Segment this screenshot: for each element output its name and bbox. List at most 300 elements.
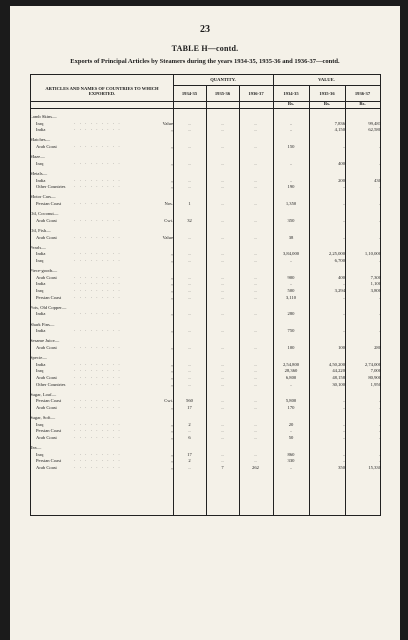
value-cell: .. [342, 217, 345, 223]
country-label: Iraq [36, 288, 44, 293]
quantity-cell: .. [254, 328, 257, 334]
value-cell: 30,100 [332, 381, 345, 387]
article-label: Specie— [30, 355, 47, 361]
value-cell: 750 [287, 328, 295, 334]
leader-dots: ········· [74, 274, 124, 280]
quantity-cell: .. [254, 361, 257, 367]
quantity-cell: .. [221, 368, 224, 374]
country-label: Arab Coast [36, 234, 57, 240]
table-row [30, 295, 381, 301]
unit-label: Value [162, 234, 173, 240]
quantity-cell: .. [221, 294, 224, 300]
table-group-row [30, 355, 381, 361]
article-label: Motor Cars— [30, 194, 56, 200]
table-row [30, 218, 381, 224]
leader-dots: ········· [74, 451, 124, 457]
quantity-cell: .. [188, 381, 191, 387]
quantity-cell: 17 [187, 451, 192, 457]
value-cell: 400 [338, 274, 345, 280]
value-cell: 190 [287, 184, 295, 190]
value-cell: .. [378, 144, 381, 149]
value-cell: 5,800 [285, 398, 297, 404]
quantity-cell: .. [254, 375, 257, 380]
unit-label: ,, [170, 184, 173, 190]
unit-label: Cwt. [164, 217, 173, 223]
year-header: 1934-35 [283, 91, 299, 96]
table-row [30, 281, 381, 287]
quantity-cell: 262 [252, 465, 259, 470]
quantity-cell: .. [221, 160, 224, 166]
unit-label: ,, [170, 127, 173, 133]
table-row [30, 328, 381, 334]
leader-dots: ········· [74, 294, 124, 300]
value-header: VALUE. [318, 77, 335, 82]
table-group-row [30, 338, 381, 344]
quantity-cell: .. [221, 144, 224, 149]
country-label: Iraq [36, 451, 44, 457]
quantity-cell: 6 [188, 435, 191, 440]
year-header: 1936-37 [354, 91, 371, 96]
leader-dots: ········· [74, 160, 124, 166]
quantity-cell: .. [188, 345, 191, 350]
quantity-cell: .. [188, 288, 191, 293]
unit-label: ,, [170, 428, 173, 434]
quantity-cell: .. [188, 294, 191, 300]
quantity-cell: .. [254, 201, 257, 206]
year-header: 1934-35 [181, 91, 198, 96]
value-cell: .. [289, 160, 293, 166]
value-cell: 280 [374, 345, 381, 350]
value-cell: 280 [287, 311, 295, 317]
quantity-cell: 7 [221, 465, 224, 470]
value-cell: 900 [287, 274, 295, 280]
leader-dots: ········· [74, 258, 124, 263]
quantity-cell: .. [221, 127, 224, 133]
table-row [30, 458, 381, 464]
country-label: Persian Coast [36, 201, 62, 206]
table-row [30, 288, 381, 294]
value-cell: .. [289, 465, 293, 470]
quantity-cell: .. [221, 217, 224, 223]
table-group-row [30, 228, 381, 234]
quantity-cell: .. [221, 201, 224, 206]
article-label: Oil, Coconut— [30, 211, 59, 217]
value-cell: 7,000 [370, 368, 381, 374]
table-row [30, 127, 381, 133]
unit-label: ,, [170, 375, 173, 380]
unit-label: ,, [170, 144, 173, 149]
value-cell: .. [342, 458, 345, 464]
country-label: Arab Coast [36, 144, 57, 149]
quantity-cell: .. [188, 160, 191, 166]
country-label: India [36, 127, 46, 133]
value-cell: 3,84,000 [282, 251, 300, 257]
value-cell: .. [378, 311, 381, 317]
year-header: 1935-36 [214, 91, 231, 96]
value-cell: .. [378, 160, 381, 166]
country-label: Arab Coast [36, 274, 57, 280]
quantity-cell: .. [254, 368, 257, 374]
quantity-cell: .. [188, 234, 191, 240]
value-cell: 350 [338, 465, 345, 470]
value-cell: 1,10,000 [364, 251, 381, 257]
page-number: 23 [200, 24, 210, 35]
unit-label: ,, [170, 421, 173, 427]
country-label: Arab Coast [36, 465, 57, 470]
quantity-cell: 2 [188, 458, 191, 464]
table-row [30, 375, 381, 381]
value-cell: 3,110 [285, 294, 297, 300]
country-label: Persian Coast [36, 428, 62, 434]
table-group-row [30, 392, 381, 398]
quantity-cell: .. [188, 127, 191, 133]
table-row [30, 435, 381, 441]
unit-label: ,, [170, 381, 173, 387]
value-cell: 2,54,800 [282, 361, 300, 367]
unit-label: ,, [170, 361, 173, 367]
currency-header: Rs. [287, 101, 295, 106]
table-row [30, 422, 381, 428]
quantity-cell: .. [221, 184, 224, 190]
value-cell: .. [342, 398, 345, 404]
value-cell: 28,360 [284, 368, 298, 374]
article-label: Metals— [30, 171, 48, 176]
table-row [30, 184, 381, 190]
unit-label: Value [162, 120, 173, 126]
unit-label: ,, [170, 451, 173, 457]
leader-dots: ········· [74, 375, 124, 380]
unit-label: ,, [170, 368, 173, 374]
country-label: Persian Coast [36, 398, 62, 404]
value-cell: .. [342, 405, 345, 410]
table-row [30, 405, 381, 411]
quantity-cell: .. [188, 465, 191, 470]
leader-dots: ········· [74, 217, 124, 223]
unit-label: Cwt. [164, 398, 173, 404]
value-cell: .. [289, 120, 293, 126]
value-cell: .. [378, 428, 381, 434]
leader-dots: ········· [74, 144, 124, 149]
country-label: Persian Coast [36, 458, 62, 464]
leader-dots: ········· [74, 381, 124, 387]
leader-dots: ········· [74, 421, 124, 427]
country-label: Arab Coast [36, 405, 57, 410]
quantity-cell: .. [221, 274, 224, 280]
value-cell: 80,900 [368, 375, 381, 380]
leader-dots: ········· [74, 234, 124, 240]
table-row [30, 161, 381, 167]
quantity-cell: .. [221, 398, 224, 404]
value-cell: 3,294 [334, 288, 345, 293]
table-group-row [30, 154, 381, 160]
country-label: Persian Coast [36, 294, 62, 300]
quantity-cell: .. [254, 398, 257, 404]
value-cell: 330 [287, 458, 295, 464]
leader-dots: ········· [74, 177, 124, 183]
quantity-cell: .. [221, 258, 224, 263]
leader-dots: ········· [74, 328, 124, 334]
quantity-cell: .. [221, 177, 224, 183]
article-label: Pots, Old Copper— [30, 304, 67, 310]
leader-dots: ········· [74, 465, 124, 470]
quantity-cell: .. [188, 251, 191, 257]
quantity-cell: .. [188, 368, 191, 374]
value-cell: .. [378, 405, 381, 410]
quantity-cell: .. [188, 144, 191, 149]
country-label: India [36, 361, 46, 367]
table-caption: Exports of Principal Articles by Steamers during the years 1934-35, 1935-36 and 1936-37—contd. [70, 58, 340, 65]
value-cell: 860 [287, 451, 295, 457]
unit-label: ,, [170, 328, 173, 334]
quantity-cell: .. [254, 345, 257, 350]
quantity-cell: .. [221, 251, 224, 257]
unit-label: Nos. [164, 201, 173, 206]
value-cell: 350 [287, 217, 295, 223]
article-label: Sugar, Soft— [30, 415, 56, 421]
article-label: Lamb Skins— [30, 114, 57, 119]
quantity-cell: .. [188, 177, 191, 183]
document-page [10, 6, 400, 640]
value-cell: 4,50,200 [328, 361, 345, 367]
unit-label: ,, [170, 311, 173, 317]
article-label: Maze— [30, 154, 45, 160]
value-cell: 100 [338, 345, 345, 350]
year-header: 1936-37 [248, 91, 264, 96]
quantity-cell: .. [221, 281, 224, 287]
unit-label: ,, [170, 458, 173, 464]
unit-label: ,, [170, 405, 173, 410]
quantity-cell: .. [188, 328, 191, 334]
leader-dots: ········· [74, 428, 124, 434]
quantity-cell: .. [221, 381, 224, 387]
table-group-row [30, 322, 381, 328]
value-cell: .. [378, 421, 381, 427]
quantity-cell: .. [254, 451, 257, 457]
quantity-cell: .. [254, 381, 257, 387]
quantity-cell: .. [221, 120, 224, 126]
value-cell: .. [342, 435, 345, 440]
quantity-cell: .. [188, 428, 191, 434]
unit-label: ,, [170, 345, 173, 350]
country-label: Iraq [36, 368, 44, 374]
quantity-cell: .. [221, 451, 224, 457]
country-label: India [36, 328, 46, 334]
quantity-cell: .. [221, 428, 224, 434]
leader-dots: ········· [74, 311, 124, 317]
table-group-row [30, 211, 381, 217]
value-cell: 99,483 [368, 120, 381, 126]
value-cell: 7,300 [370, 274, 381, 280]
value-cell: .. [342, 281, 345, 287]
value-cell: 2,25,000 [328, 251, 345, 257]
quantity-cell: 17 [187, 405, 192, 410]
quantity-cell: .. [221, 405, 224, 410]
quantity-cell: .. [188, 184, 191, 190]
value-cell: 170 [287, 405, 295, 410]
country-label: India [36, 177, 46, 183]
article-label: Sesame Juice— [30, 338, 60, 344]
value-cell: .. [378, 451, 381, 457]
table-row [30, 235, 381, 241]
table-row [30, 465, 381, 471]
quantity-cell: .. [254, 458, 257, 464]
quantity-cell: .. [254, 144, 257, 149]
table-group-row [30, 137, 381, 143]
leader-dots: ········· [74, 368, 124, 374]
value-cell: .. [342, 201, 345, 206]
value-cell: .. [342, 421, 345, 427]
value-cell: .. [289, 428, 293, 434]
unit-label: ,, [170, 258, 173, 263]
quantity-cell: 2 [188, 421, 191, 427]
table-row [30, 452, 381, 458]
article-label: Shark Fins— [30, 321, 55, 327]
country-label: Arab Coast [36, 435, 57, 440]
quantity-cell: .. [188, 120, 191, 126]
value-cell: 62,580 [368, 127, 381, 133]
unit-label: ,, [170, 177, 173, 183]
quantity-cell: .. [221, 328, 224, 334]
value-cell: 44,220 [332, 368, 345, 374]
quantity-cell: .. [254, 428, 257, 434]
value-cell: .. [378, 458, 381, 464]
country-label: Iraq [36, 120, 44, 126]
unit-label: ,, [170, 281, 173, 287]
table-row [30, 121, 381, 127]
table-group-row [30, 305, 381, 311]
value-cell: .. [378, 184, 381, 190]
leader-dots: ········· [74, 398, 124, 404]
value-cell: .. [378, 398, 381, 404]
leader-dots: ········· [74, 127, 124, 133]
country-label: Arab Coast [36, 345, 57, 350]
unit-label: ,, [170, 160, 173, 166]
table-group-row [30, 114, 381, 120]
table-group-row [30, 171, 381, 177]
value-cell: .. [378, 328, 381, 334]
table-row [30, 258, 381, 264]
quantity-cell: .. [254, 435, 257, 440]
value-cell: 48,158 [332, 375, 345, 380]
unit-label: ,, [170, 435, 173, 440]
leader-dots: ········· [74, 288, 124, 293]
unit-label: ,, [170, 294, 173, 300]
quantity-cell: .. [188, 274, 191, 280]
quantity-cell: .. [254, 294, 257, 300]
unit-label: ,, [170, 274, 173, 280]
quantity-cell: .. [221, 361, 224, 367]
table-group-row [30, 268, 381, 274]
quantity-cell: .. [254, 281, 257, 287]
leader-dots: ········· [74, 281, 124, 287]
article-label: Sugar, Loaf— [30, 391, 57, 397]
value-cell: .. [289, 177, 293, 183]
leader-dots: ········· [74, 251, 124, 257]
table-row [30, 275, 381, 281]
leader-dots: ········· [74, 184, 124, 190]
value-cell: 150 [287, 144, 295, 149]
quantity-cell: .. [254, 127, 257, 133]
country-label: India [36, 311, 46, 317]
year-header: 1935-36 [319, 91, 335, 96]
country-label: Arab Coast [36, 217, 57, 223]
quantity-cell: .. [254, 405, 257, 410]
leader-dots: ········· [74, 361, 124, 367]
quantity-cell: .. [188, 311, 191, 317]
quantity-cell: .. [254, 217, 257, 223]
table-group-row [30, 415, 381, 421]
value-cell: .. [378, 435, 381, 440]
leader-dots: ········· [74, 345, 124, 350]
value-cell: 6,800 [285, 375, 297, 380]
country-label: Other Countries [36, 381, 66, 387]
value-cell: .. [342, 311, 345, 317]
quantity-cell: .. [188, 361, 191, 367]
currency-header: Rs. [323, 101, 331, 106]
quantity-cell: 560 [186, 398, 193, 404]
value-cell: 15,330 [368, 465, 381, 470]
quantity-cell: .. [221, 435, 224, 440]
quantity-cell: .. [221, 421, 224, 427]
table-title: TABLE H—contd. [171, 44, 239, 53]
value-cell: 1,950 [370, 381, 381, 387]
value-cell: .. [342, 428, 345, 434]
quantity-cell: .. [188, 281, 191, 287]
country-label: Iraq [36, 160, 44, 166]
table-top-rule [30, 74, 381, 75]
value-cell: 400 [338, 160, 345, 166]
table-row [30, 311, 381, 317]
quantity-cell: .. [254, 421, 257, 427]
table-row [30, 251, 381, 257]
table-row [30, 201, 381, 207]
article-label: Tea— [30, 445, 42, 451]
unit-label: ,, [170, 465, 173, 470]
country-label: Iraq [36, 258, 44, 263]
value-cell: 100 [287, 345, 295, 350]
value-cell: 6,700 [334, 258, 345, 263]
table-row [30, 144, 381, 150]
article-label: Pearls— [30, 244, 46, 250]
value-cell: 500 [287, 288, 295, 293]
quantity-cell: .. [221, 345, 224, 350]
country-label: Other Countries [36, 184, 66, 190]
quantity-cell: 1 [188, 201, 191, 206]
value-cell: .. [289, 381, 293, 387]
value-cell: 7,836 [334, 120, 345, 126]
table-row [30, 398, 381, 404]
quantity-cell: 32 [187, 217, 192, 223]
value-cell: 4,150 [334, 127, 345, 133]
table-row [30, 362, 381, 368]
value-cell: 2,74,000 [364, 361, 381, 367]
value-cell: .. [342, 234, 345, 240]
value-cell: .. [342, 294, 345, 300]
value-cell: .. [289, 127, 293, 133]
quantity-cell: .. [254, 311, 257, 317]
quantity-cell: .. [188, 258, 191, 263]
quantity-cell: .. [254, 184, 257, 190]
unit-label: ,, [170, 251, 173, 257]
value-cell: .. [378, 294, 381, 300]
quantity-cell: .. [254, 160, 257, 166]
currency-header: Rs. [359, 101, 366, 106]
country-label: India [36, 251, 46, 257]
quantity-cell: .. [221, 375, 224, 380]
value-cell: 1,100 [370, 281, 381, 287]
value-cell: 20 [288, 421, 294, 427]
leader-dots: ········· [74, 435, 124, 440]
